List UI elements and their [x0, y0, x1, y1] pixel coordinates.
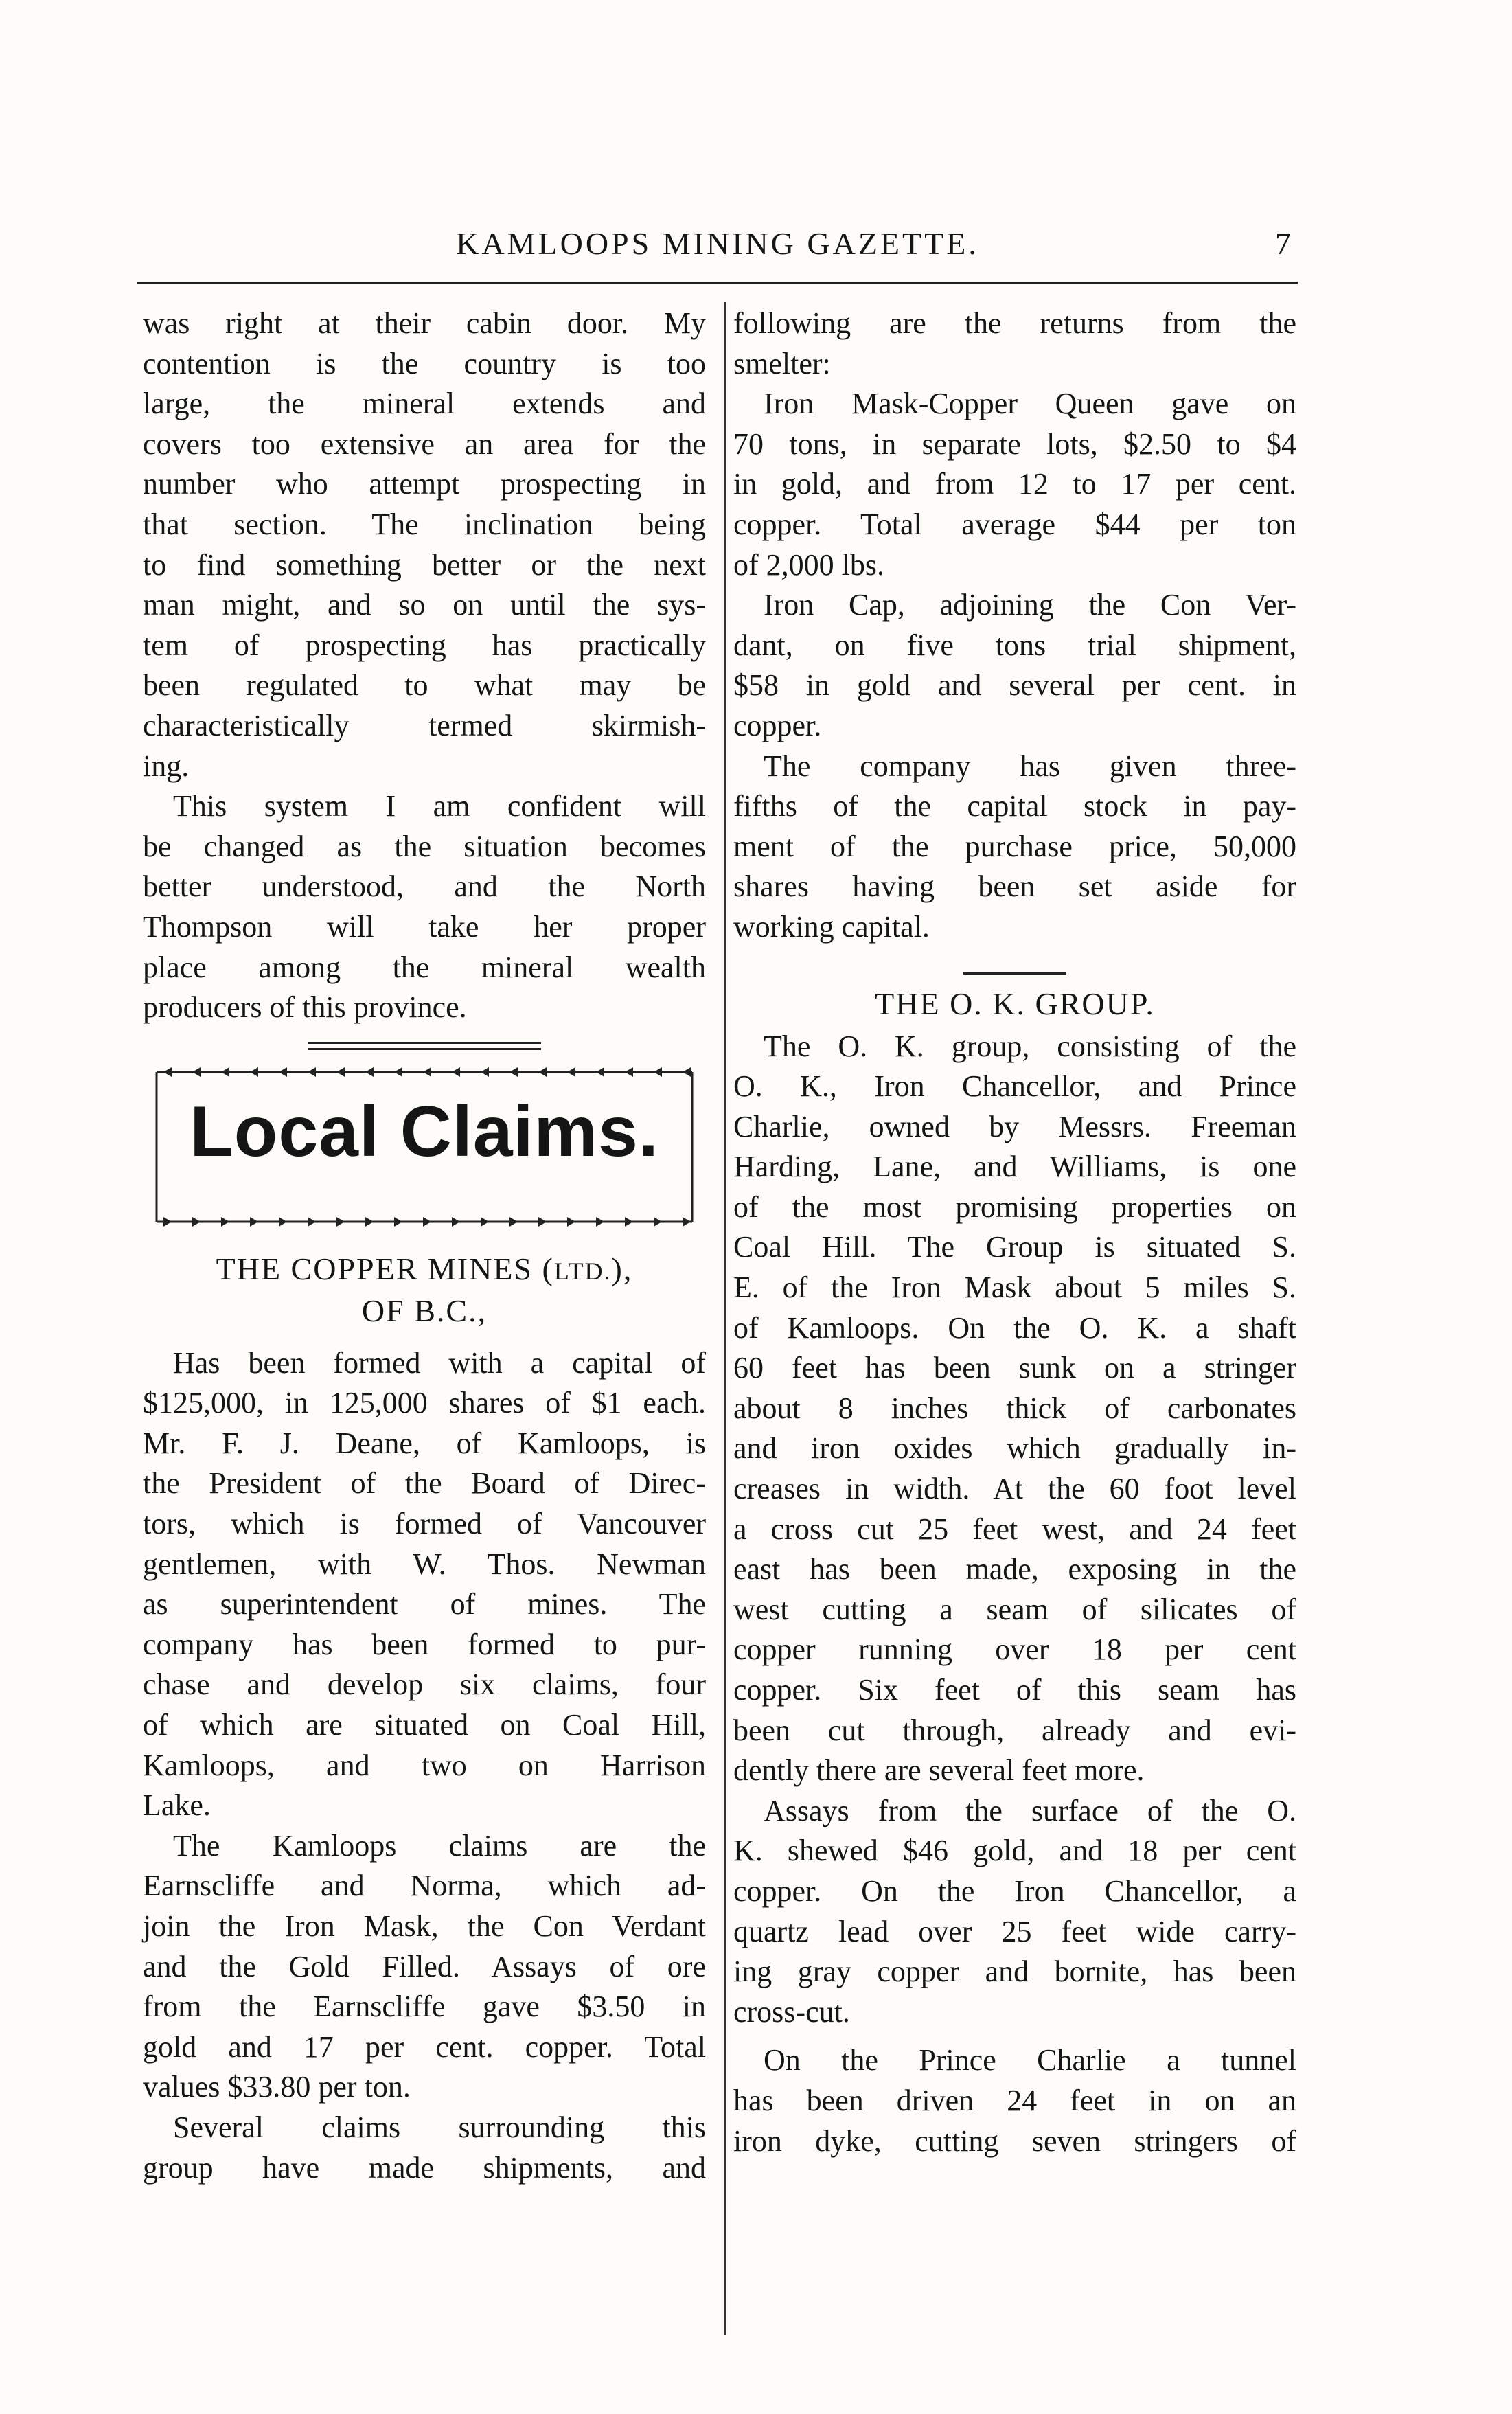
paragraph: [143, 304, 706, 786]
text-line: The company has given three-: [764, 749, 1296, 783]
text-line: Coal Hill. The Group is situated S.: [733, 1230, 1296, 1264]
text-line: west cutting a seam of silicates of: [733, 1592, 1296, 1626]
paragraph: [143, 1343, 706, 1826]
text-line: covers too extensive an area for the: [143, 426, 706, 461]
text-line: of which are situated on Coal Hill,: [143, 1708, 706, 1742]
text-line: been regulated to what may be: [143, 668, 706, 703]
text-line: and the Gold Filled. Assays of ore: [143, 1949, 706, 1983]
text-line: ing gray copper and bornite, has been: [733, 1955, 1296, 1989]
text-line: to find something better or the next: [143, 547, 706, 582]
text-line: place among the mineral wealth: [143, 950, 706, 984]
text-line: tem of prospecting has practically: [143, 628, 706, 662]
text-line: of the most promising properties on: [733, 1189, 1296, 1224]
ornament-arrow: [336, 1217, 345, 1227]
paragraph: [733, 384, 1296, 585]
ornament-arrow: [394, 1067, 402, 1077]
text-line: has been driven 24 feet in on an: [733, 2083, 1296, 2117]
ornament-arrow: [423, 1067, 431, 1077]
text-line: 70 tons, in separate lots, $2.50 to $4: [733, 426, 1296, 461]
right-column: [733, 304, 1296, 2161]
text-line: copper running over 18 per cent: [733, 1632, 1296, 1667]
text-line: tors, which is formed of Vancouver: [143, 1507, 706, 1541]
text-line: Thompson will take her proper: [143, 909, 706, 944]
running-head: [137, 225, 1298, 280]
text-line: of Kamloops. On the O. K. a shaft: [733, 1310, 1296, 1345]
text-line: dant, on five tons trial shipment,: [733, 628, 1296, 662]
text-line: values $33.80 per ton.: [143, 2070, 411, 2104]
text-line: number who attempt prospecting in: [143, 467, 706, 501]
text-line: quartz lead over 25 feet wide carry-: [733, 1914, 1296, 1948]
text-line: Earnscliffe and Norma, which ad-: [143, 1869, 706, 1903]
ornament-arrow: [250, 1067, 258, 1077]
paragraph: [733, 1791, 1296, 2033]
text-line: cross-cut.: [733, 1994, 850, 2029]
ornament-arrow: [654, 1217, 662, 1227]
ornament-arrow: [163, 1217, 172, 1227]
ornament-arrow: [481, 1067, 489, 1077]
ornament-arrow: [567, 1217, 575, 1227]
text-line: a cross cut 25 feet west, and 24 feet: [733, 1512, 1296, 1546]
text-line: Iron Cap, adjoining the Con Ver-: [764, 588, 1296, 622]
text-line: better understood, and the North: [143, 869, 706, 904]
paragraph: [733, 2040, 1296, 2161]
text-line: Mr. F. J. Deane, of Kamloops, is: [143, 1426, 706, 1460]
text-line: that section. The inclination being: [143, 507, 706, 541]
section-heading: THE O. K. GROUP.: [875, 986, 1155, 1021]
text-line: characteristically termed skirmish-: [143, 708, 706, 742]
paragraph: [733, 304, 1296, 384]
ornament-arrow: [365, 1217, 374, 1227]
text-line: iron dyke, cutting seven stringers of: [733, 2123, 1296, 2158]
text-line: and iron oxides which gradually in-: [733, 1431, 1296, 1466]
ornament-arrow: [394, 1217, 402, 1227]
ornament-arrow: [452, 1067, 460, 1077]
paragraph: [143, 2108, 706, 2188]
ornament-arrow: [365, 1067, 374, 1077]
text-line: 60 feet has been sunk on a stringer: [733, 1351, 1296, 1385]
text-line: Assays from the surface of the O.: [764, 1793, 1296, 1827]
ornament-arrow: [221, 1067, 229, 1077]
ornament-arrow: [308, 1217, 316, 1227]
heading-close: ),: [611, 1251, 633, 1286]
text-line: working capital.: [733, 909, 930, 944]
text-line: $58 in gold and several per cent. in: [733, 668, 1296, 703]
ornament-arrow: [221, 1217, 229, 1227]
ornament-arrow: [481, 1217, 489, 1227]
text-line: K. shewed $46 gold, and 18 per cent: [733, 1834, 1296, 1868]
ornament-arrow: [509, 1067, 518, 1077]
section-divider: [308, 1042, 541, 1050]
text-line: Several claims surrounding this: [173, 2110, 706, 2144]
text-line: On the Prince Charlie a tunnel: [764, 2043, 1296, 2077]
paragraph: [143, 1826, 706, 2108]
text-line: Lake.: [143, 1788, 211, 1823]
text-line: fifths of the capital stock in pay-: [733, 789, 1296, 823]
ornament-arrow: [308, 1067, 316, 1077]
paragraph: [733, 747, 1296, 948]
text-line: of 2,000 lbs.: [733, 547, 884, 582]
heading-ltd: LTD.: [553, 1257, 612, 1285]
ornament-arrow: [452, 1217, 460, 1227]
ornament-arrow: [192, 1067, 201, 1077]
text-line: O. K., Iron Chancellor, and Prince: [733, 1069, 1296, 1104]
paragraph: [733, 1027, 1296, 1791]
left-column: [143, 304, 706, 2188]
paragraph: [143, 786, 706, 1028]
heading-text: THE COPPER MINES (: [216, 1251, 554, 1286]
text-line: large, the mineral extends and: [143, 387, 706, 421]
ornament-arrow: [625, 1067, 633, 1077]
text-line: contention is the country is too: [143, 346, 706, 380]
ornament-arrow: [538, 1067, 547, 1077]
section-heading: [143, 1249, 706, 1291]
text-line: This system I am confident will: [173, 789, 706, 823]
text-line: about 8 inches thick of carbonates: [733, 1391, 1296, 1425]
text-line: producers of this province.: [143, 990, 467, 1025]
text-line: Charlie, owned by Messrs. Freeman: [733, 1109, 1296, 1143]
text-line: following are the returns from the: [733, 306, 1296, 340]
ornament-arrow: [596, 1067, 604, 1077]
text-line: copper. On the Iron Chancellor, a: [733, 1874, 1296, 1908]
text-line: group have made shipments, and: [143, 2150, 706, 2185]
ornament-arrow: [163, 1067, 172, 1077]
text-line: ment of the purchase price, 50,000: [733, 829, 1296, 863]
text-line: smelter:: [733, 346, 831, 380]
ornament-arrow: [279, 1067, 287, 1077]
text-line: dently there are several feet more.: [733, 1753, 1145, 1788]
page-number: 7: [1275, 226, 1291, 261]
text-line: Kamloops, and two on Harrison: [143, 1748, 706, 1782]
text-line: from the Earnscliffe gave $3.50 in: [143, 1990, 706, 2024]
text-line: creases in width. At the 60 foot level: [733, 1472, 1296, 1506]
text-line: gold and 17 per cent. copper. Total: [143, 2029, 706, 2064]
text-line: $125,000, in 125,000 shares of $1 each.: [143, 1386, 706, 1420]
text-line: east has been made, exposing in the: [733, 1552, 1296, 1586]
ornament-arrow: [509, 1217, 518, 1227]
banner-title: Local Claims.: [190, 1091, 659, 1172]
text-line: gentlemen, with W. Thos. Newman: [143, 1547, 706, 1581]
paragraph: [733, 585, 1296, 746]
text-line: been cut through, already and evi-: [733, 1713, 1296, 1747]
text-line: copper. Total average $44 per ton: [733, 507, 1296, 541]
text-line: in gold, and from 12 to 17 per cent.: [733, 467, 1296, 501]
ornament-arrow: [423, 1217, 431, 1227]
ornament-arrow: [596, 1217, 604, 1227]
header-rule: [137, 282, 1298, 284]
text-line: E. of the Iron Mask about 5 miles S.: [733, 1271, 1296, 1305]
publication-title: KAMLOOPS MINING GAZETTE.: [456, 226, 979, 261]
ornament-arrow: [683, 1067, 691, 1077]
text-line: was right at their cabin door. My: [143, 306, 706, 340]
text-line: as superintendent of mines. The: [143, 1587, 706, 1621]
ornament-arrow: [279, 1217, 287, 1227]
column-divider: [724, 302, 726, 2335]
text-line: ing.: [143, 749, 190, 783]
text-line: join the Iron Mask, the Con Verdant: [143, 1909, 706, 1943]
section-subheading: OF B.C.,: [361, 1293, 488, 1328]
text-line: copper.: [733, 708, 822, 742]
text-line: Has been formed with a capital of: [173, 1345, 706, 1380]
text-line: Iron Mask-Copper Queen gave on: [764, 387, 1296, 421]
ornament-arrow: [250, 1217, 258, 1227]
ornament-arrow: [625, 1217, 633, 1227]
text-line: The Kamloops claims are the: [173, 1828, 706, 1863]
ornament-arrow: [567, 1067, 575, 1077]
ornament-arrow: [192, 1217, 201, 1227]
ornament-arrow: [654, 1067, 662, 1077]
ornament-arrow: [683, 1217, 691, 1227]
text-line: chase and develop six claims, four: [143, 1667, 706, 1702]
text-line: copper. Six feet of this seam has: [733, 1673, 1296, 1707]
text-line: shares having been set aside for: [733, 869, 1296, 904]
ornament-arrow: [538, 1217, 547, 1227]
ornament-arrow: [336, 1067, 345, 1077]
text-line: company has been formed to pur-: [143, 1627, 706, 1661]
text-line: man might, and so on until the sys-: [143, 588, 706, 622]
text-line: The O. K. group, consisting of the: [764, 1029, 1296, 1063]
text-line: the President of the Board of Direc-: [143, 1466, 706, 1501]
text-line: be changed as the situation becomes: [143, 829, 706, 863]
text-line: Harding, Lane, and Williams, is one: [733, 1150, 1296, 1184]
local-claims-banner: [143, 1062, 706, 1234]
